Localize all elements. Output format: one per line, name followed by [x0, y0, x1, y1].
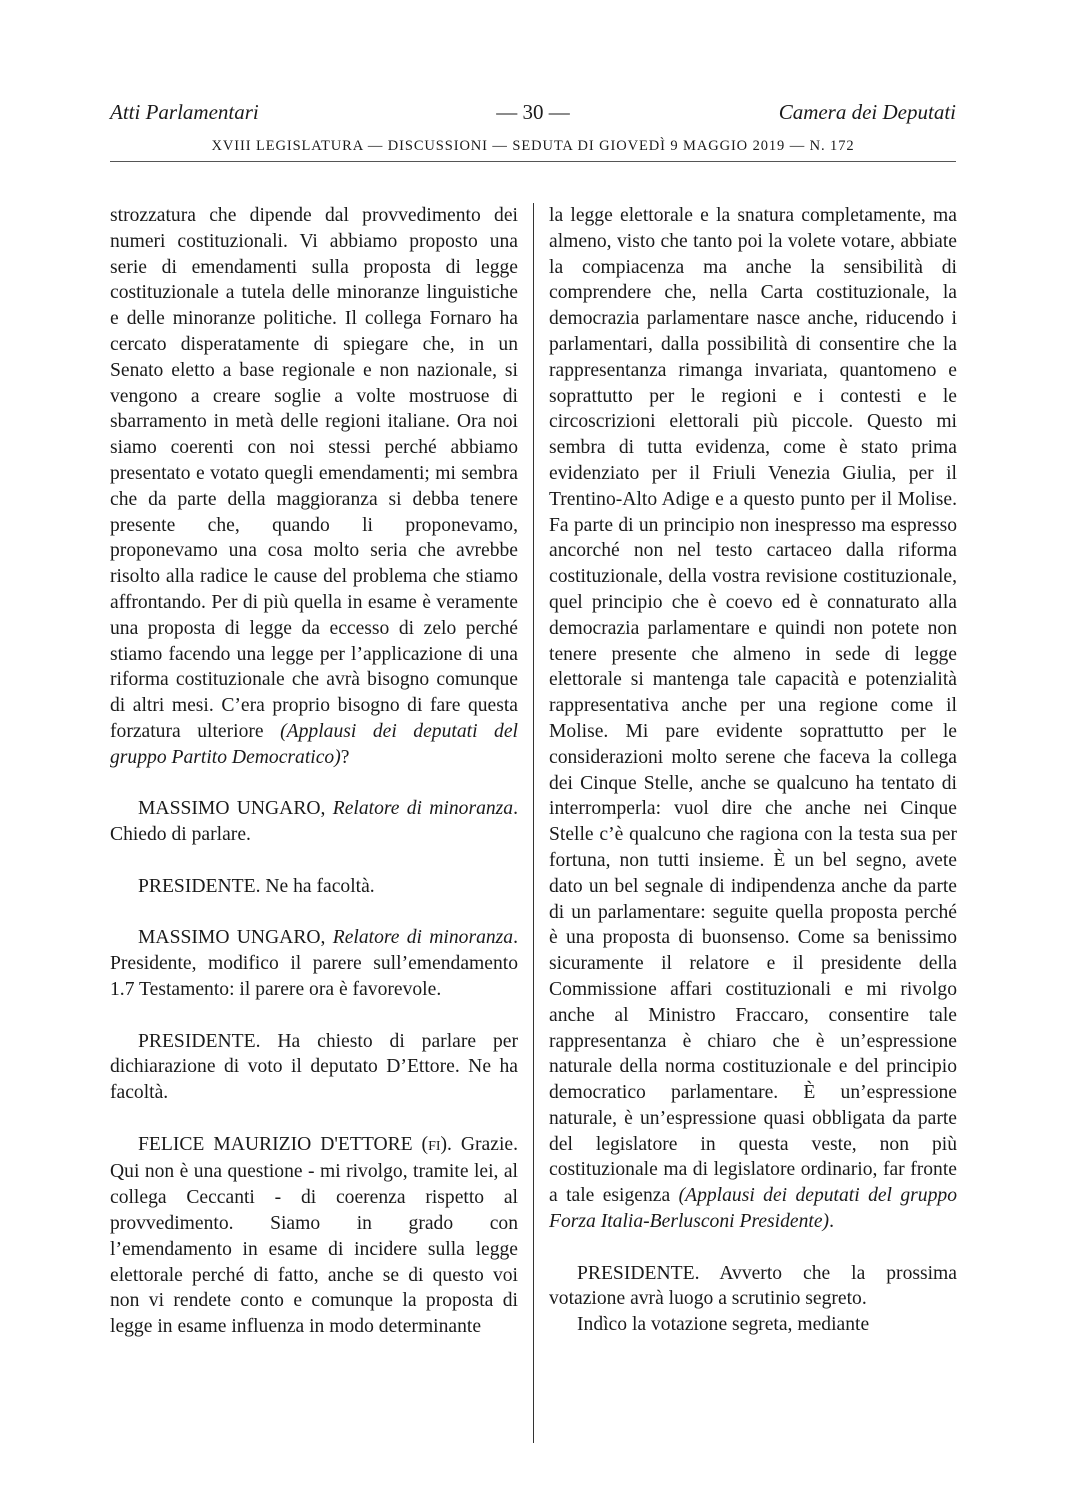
- applause-note: (Applausi dei deputati del gruppo Forza Italia-Berlusconi Presidente): [549, 1185, 957, 1233]
- header-chamber: Camera dei Deputati: [778, 100, 956, 124]
- running-header: [110, 100, 956, 128]
- speaker-name: MASSIMO UNGARO,: [138, 798, 333, 820]
- speaker-role: Relatore di minoranza: [332, 798, 514, 820]
- president-paragraph: PRESIDENTE. Ne ha facoltà.: [138, 875, 375, 897]
- column-divider: [533, 203, 534, 1443]
- page-number: — 30 —: [496, 100, 570, 124]
- paragraph: Indìco la votazione segreta, mediante: [577, 1314, 870, 1336]
- speaker-paragraph: MASSIMO UNGARO, Relatore di minoranza. Presidente, modifico il parere sull’emendamento 1.7 Testamento: il parere ora è favorevole.: [110, 927, 518, 1000]
- paragraph: la legge elettorale e la snatura completamente, ma almeno, visto che tanto poi la volete votare, abbiate la compiacenza ma anche la sensibilità di comprendere che, nella Carta costituzionale, la democrazia parlamentare nasce anche, riducendo i parlamentari, dalla possibilità di consentire che la rappresentanza rimanga invariata, quantomeno e soprattutto per le regioni e i contesti e le circoscrizioni elettorali più piccole. Questo mi sembra di tutta evidenza, come è stato prima evidenziato per il Friuli Venezia Giulia, per il Trentino-Alto Adige e a questo punto per il Molise. Fa parte di un principio non inespresso ma espresso ancorché non nel testo cartaceo dalla riforma costituzionale, della vostra revisione costituzionale, quel principio che è coevo ed è connaturato alla democrazia parlamentare e quindi non potete non tenere presente che almeno in sede di legge elettorale si mantenga tale capacità e potenzialità rappresentativa anche per una regione come il Molise. Mi pare evidente soprattutto per le considerazioni molto serene che faceva la collega dei Cinque Stelle, anche se qualcuno ha tentato di interromperla: vuol dire che anche nei Cinque Stelle c’è qualcuno che ragiona con la testa sua per fortuna, non tutti insieme. È un bel segno, avete dato un bel segnale di indipendenza anche da parte di un parlamentare: seguite quella proposta perché è una proposta di buonsenso. Come sa benissimo sicuramente il relatore e il presidente della Commissione affari costituzionali e mi rivolgo anche al Ministro Fraccaro, consentire tale rappresentanza è chiaro che è un’espressione naturale della norma costituzionale e del principio democratico parlamentare. È un’espressione naturale, è un’espressione quasi obbligata da parte del legislatore in questa veste, non più costituzionale ma di legislatore ordinario, far fronte a tale esigenza (Applausi dei deputati del gruppo Forza Italia-Berlusconi Presidente).: [549, 205, 957, 1233]
- president-paragraph: PRESIDENTE. Avverto che la prossima votazione avrà luogo a scrutinio segreto.: [549, 1262, 957, 1310]
- speaker-paragraph: FELICE MAURIZIO D'ETTORE (FI). Grazie. Qui non è una questione - mi rivolgo, tramite lei, al collega Ceccanti - di coerenza rispetto al provvedimento. Siamo in grado con l’emendamento in esame di incidere sulla legge elettorale perché di fatto, anche se di questo voi non vi rendete conto e comunque la proposta di legge in esame influenza in modo determinante: [110, 1133, 518, 1338]
- session-subtitle: XVIII LEGISLATURA — DISCUSSIONI — SEDUTA DI GIOVEDÌ 9 MAGGIO 2019 — N. 172: [211, 138, 855, 154]
- party-group: FI: [428, 1138, 441, 1154]
- speaker-name: FELICE MAURIZIO D'ETTORE (: [138, 1133, 429, 1155]
- paragraph: strozzatura che dipende dal provvedimento dei numeri costituzionali. Vi abbiamo proposto una serie di emendamenti sulla proposta di legge costituzionale a tutela delle minoranze linguistiche e delle minoranze politiche. Il collega Fornaro ha cercato disperatamente di spiegare che, in un Senato eletto a base regionale e non nazionale, si vengono a creare soglie a volte mostruose di sbarramento in metà delle regioni italiane. Ora noi siamo coerenti con noi stessi perché abbiamo presentato e votato quegli emendamenti; mi sembra che da parte della maggioranza si debba tenere presente che, quando li proponevamo, proponevamo una cosa molto seria che avrebbe risolto alla radice le cause del problema che stiamo affrontando. Per di più quella in esame è veramente una proposta di legge da eccesso di zelo perché stiamo facendo una legge per l’applicazione di una riforma costituzionale che avrà bisogno comunque di altri mesi. C’era proprio bisogno di fare questa forzatura ulteriore (Applausi dei deputati del gruppo Partito Democratico)?: [110, 205, 518, 768]
- left-column: [110, 203, 518, 1340]
- header-publication: Atti Parlamentari: [110, 100, 259, 124]
- speaker-paragraph: MASSIMO UNGARO, Relatore di minoranza. Chiedo di parlare.: [110, 798, 518, 846]
- speaker-role: Relatore di minoranza: [332, 927, 514, 949]
- speaker-name: MASSIMO UNGARO,: [138, 927, 333, 949]
- president-paragraph: PRESIDENTE. Ha chiesto di parlare per dichiarazione di voto il deputato D’Ettore. Ne ha facoltà.: [110, 1030, 518, 1104]
- applause-note: (Applausi dei deputati del gruppo Partito Democratico): [110, 720, 518, 768]
- right-column: [549, 203, 957, 1338]
- header-rule: [110, 161, 956, 162]
